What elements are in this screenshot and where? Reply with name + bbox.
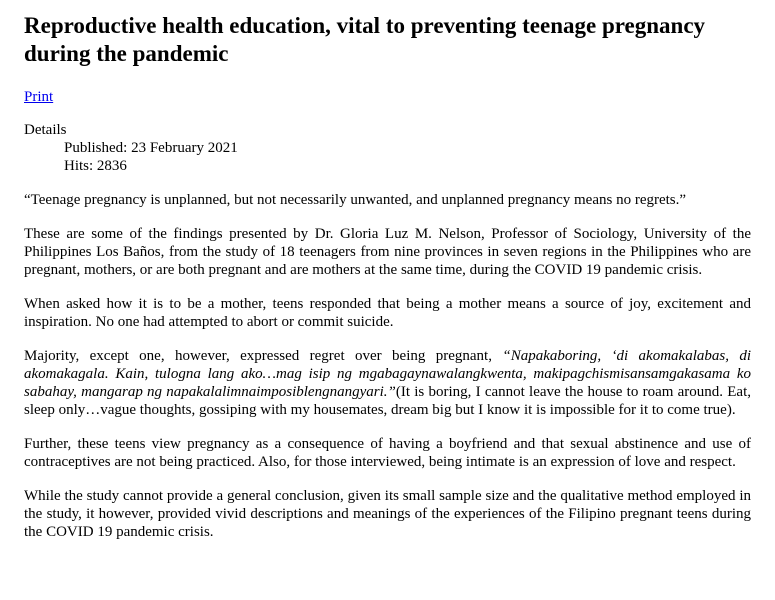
regret-lead: Majority, except one, however, expressed regret over being pregnant, [24,348,503,364]
print-link[interactable]: Print [24,89,54,105]
hits-count: Hits: 2836 [64,158,127,174]
article-title: Reproductive health education, vital to preventing teenage pregnancy during the pandemic [24,13,706,66]
regret-quote: “Napakaboring, ‘di akomakalabas, di akomakagala. Kain, tulogna lang ako…mag isip ng mgabagaynawalangkwenta, makipagchismisansamgakasama ko sabahay, mangarap ng napakalalimnaimposiblengnangyari.” [24,348,751,400]
paragraph-conclusion: While the study cannot provide a general conclusion, given its small sample size and the qualitative method employed in the study, it however, provided vivid descriptions and meanings of the experiences of the Filipino pregnant teens during the COVID 19 pandemic crisis. [24,488,751,540]
paragraph-consequence: Further, these teens view pregnancy as a consequence of having a boyfriend and that sexual abstinence and use of contraceptives are not being practiced. Also, for those interviewed, being intimate is an expression of love and respect. [24,436,751,470]
paragraph-findings: These are some of the findings presented by Dr. Gloria Luz M. Nelson, Professor of Sociology, University of the Philippines Los Baños, from the study of 18 teenagers from nine provinces in seven regions in the Philippines who are pregnant, mothers, or are both pregnant and are mothers at the same time, during the COVID 19 pandemic crisis. [24,226,751,278]
article-details [24,121,751,175]
published-date: Published: 23 February 2021 [64,140,238,156]
paragraph-motherhood: When asked how it is to be a mother, teens responded that being a mother means a source of joy, excitement and inspiration. No one had attempted to abort or commit suicide. [24,296,751,330]
details-label: Details [24,122,67,138]
paragraph-regret [24,347,751,419]
paragraph-quote: “Teenage pregnancy is unplanned, but not necessarily unwanted, and unplanned pregnancy means no regrets.” [24,192,687,208]
regret-translation: (It is boring, I cannot leave the house to roam around. Eat, sleep only…vague thoughts, gossiping with my housemates, dream big but I know it is impossible for it to come true). [24,384,751,418]
